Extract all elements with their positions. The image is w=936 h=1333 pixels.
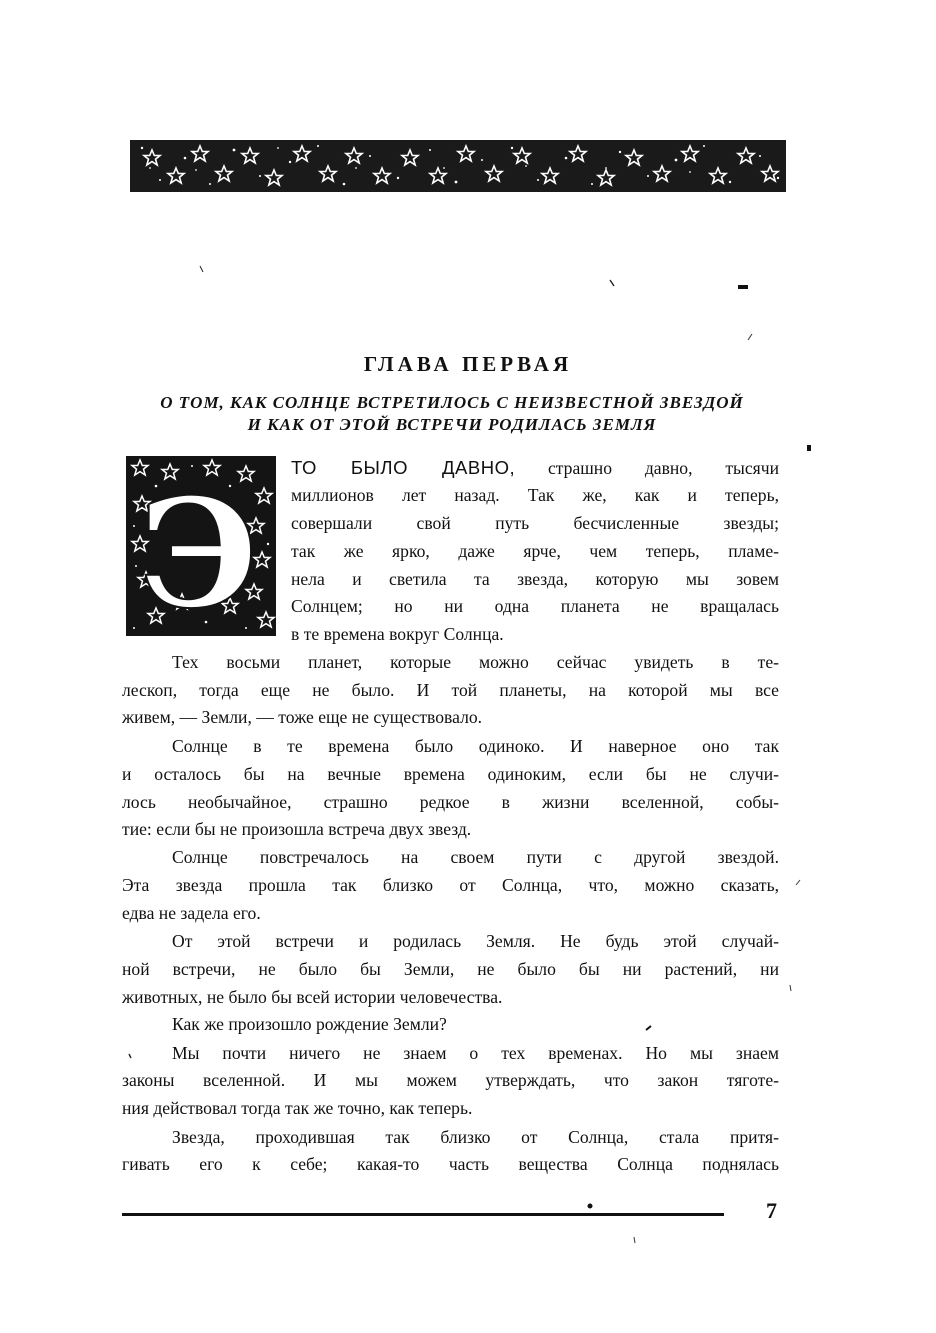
body-line: живем, — Земли, — тоже еще не существовало. (122, 707, 483, 727)
body-line: От этой встречи и родилась Земля. Не будь этой случай- (172, 931, 779, 951)
footer-rule (122, 1213, 724, 1216)
drop-cap-initial (126, 456, 276, 636)
chapter-title: ГЛАВА ПЕРВАЯ (363, 352, 573, 376)
body-line: лескоп, тогда еще не было. И той планеты, на которой мы все (122, 680, 779, 700)
body-line: Солнцем; но ни одна планета не вращалась (291, 596, 779, 616)
body-line: совершали свой путь бесчисленные звезды; (291, 513, 779, 533)
chapter-subtitle-line-1: О ТОМ, КАК СОЛНЦЕ ВСТРЕТИЛОСЬ С НЕИЗВЕСТНОЙ ЗВЕЗДОЙ (160, 393, 744, 412)
body-line: Эта звезда прошла так близко от Солнца, что, можно сказать, (122, 875, 779, 895)
body-line: Как же произошло рождение Земли? (172, 1014, 447, 1034)
body-line: едва не задела его. (122, 903, 261, 923)
starry-header-band (130, 140, 786, 192)
body-line: животных, не было бы всей истории человечества. (122, 987, 503, 1007)
body-line: Тех восьми планет, которые можно сейчас увидеть в те- (172, 652, 779, 672)
body-line: так же ярко, даже ярче, чем теперь, пламе- (291, 541, 779, 561)
body-line: Солнце в те времена было одиноко. И наверное оно так (172, 736, 779, 756)
body-line: Солнце повстречалось на своем пути с другой звездой. (172, 847, 779, 867)
body-line: Звезда, проходившая так близко от Солнца, стала притя- (172, 1127, 779, 1147)
body-line: тие: если бы не произошла встреча двух звезд. (122, 819, 472, 839)
drop-cap-letter: Э (139, 466, 259, 636)
body-line: законы вселенной. И мы можем утверждать, что закон тяготе- (122, 1070, 779, 1090)
chapter-subtitle-line-2: И КАК ОТ ЭТОЙ ВСТРЕЧИ РОДИЛАСЬ ЗЕМЛЯ (247, 415, 657, 434)
body-line: нела и светила та звезда, которую мы зовем (291, 569, 779, 589)
body-line: в те времена вокруг Солнца. (291, 624, 504, 644)
body-line: Мы почти ничего не знаем о тех временах. Но мы знаем (172, 1043, 779, 1063)
body-line: гивать его к себе; какая-то часть вещества Солнца поднялась (122, 1154, 779, 1174)
body-line: и осталось бы на вечные времена одиноким, если бы не случи- (122, 764, 779, 784)
body-line: ной встречи, не было бы Земли, не было бы ни растений, ни (122, 959, 779, 979)
body-line: миллионов лет назад. Так же, как и теперь, (291, 485, 779, 505)
body-line: лось необычайное, страшно редкое в жизни вселенной, собы- (122, 792, 779, 812)
body-line: ния действовал тогда так же точно, как теперь. (122, 1098, 473, 1118)
body-line: ТО БЫЛО ДАВНО, страшно давно, тысячи (291, 457, 779, 478)
page-number: 7 (766, 1198, 777, 1223)
